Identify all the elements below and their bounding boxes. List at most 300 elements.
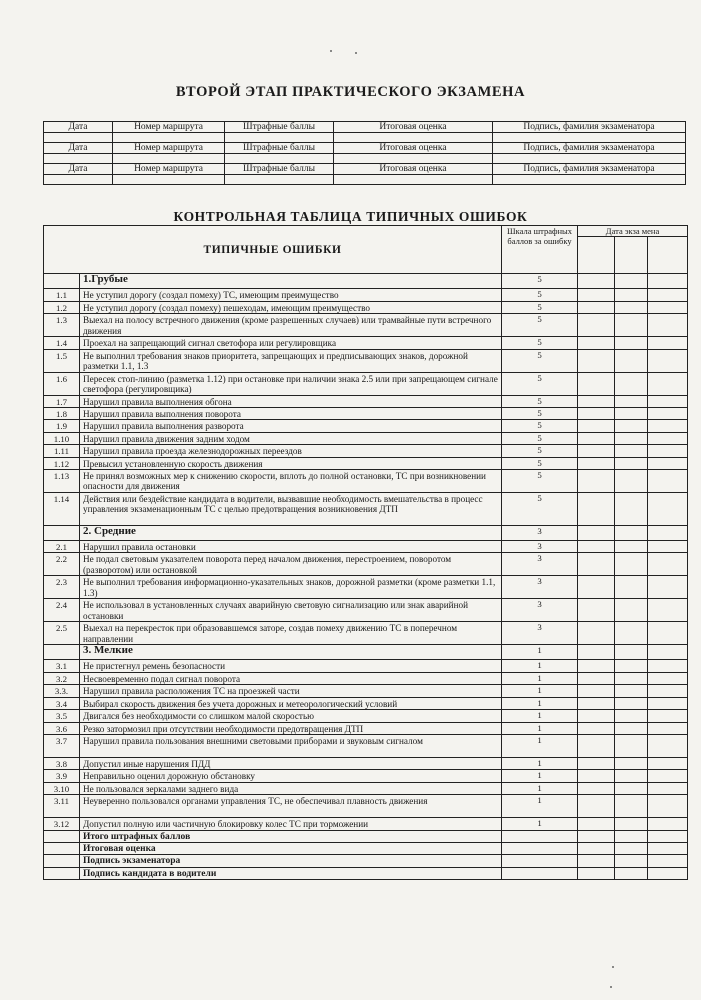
error-description: Не использовал в установленных случаях аварийную световую сигнализацию или знак аварийной остановки bbox=[80, 599, 502, 622]
penalty-points: 5 bbox=[502, 274, 578, 289]
exam-mark-cell[interactable] bbox=[648, 274, 688, 289]
error-row bbox=[44, 710, 688, 722]
summary-label: Итого штрафных баллов bbox=[80, 830, 502, 842]
exam-results-table bbox=[43, 121, 686, 185]
exam-mark-cell[interactable] bbox=[615, 782, 648, 794]
exam-header-cell: Дата bbox=[44, 143, 113, 154]
error-number: 3.2 bbox=[44, 672, 80, 684]
error-row bbox=[44, 722, 688, 734]
exam-mark-cell[interactable] bbox=[615, 314, 648, 337]
error-row bbox=[44, 445, 688, 457]
exam-mark-cell[interactable] bbox=[615, 289, 648, 301]
error-description: Нарушил правила выполнения обгона bbox=[80, 395, 502, 407]
summary-row bbox=[44, 867, 688, 879]
penalty-points: 1 bbox=[502, 710, 578, 722]
penalty-points: 5 bbox=[502, 395, 578, 407]
exam-mark-cell[interactable] bbox=[578, 301, 615, 313]
exam-mark-cell[interactable] bbox=[578, 842, 615, 854]
exam-mark-cell[interactable] bbox=[615, 457, 648, 469]
error-number: 1.8 bbox=[44, 408, 80, 420]
scan-speck bbox=[330, 50, 332, 52]
error-number: 1.12 bbox=[44, 457, 80, 469]
exam-header-cell: Дата bbox=[44, 122, 113, 133]
error-description: Нарушил правила выполнения поворота bbox=[80, 408, 502, 420]
error-description: Не подал световым указателем поворота перед началом движения, перестроением, поворотом (разворотом) или остановкой bbox=[80, 553, 502, 576]
exam-mark-cell[interactable] bbox=[648, 526, 688, 541]
exam-mark-cell[interactable] bbox=[615, 685, 648, 697]
exam-mark-cell[interactable] bbox=[578, 855, 615, 867]
exam-mark-cell[interactable] bbox=[615, 541, 648, 553]
error-category-label: 1.Грубые bbox=[80, 274, 502, 289]
exam-mark-cell[interactable] bbox=[615, 830, 648, 842]
exam-mark-cell[interactable] bbox=[615, 855, 648, 867]
exam-mark-cell[interactable] bbox=[578, 622, 615, 645]
error-description: Не пользовался зеркалами заднего вида bbox=[80, 782, 502, 794]
exam-mark-cell[interactable] bbox=[615, 337, 648, 349]
penalty-points: 5 bbox=[502, 314, 578, 337]
exam-header-row bbox=[44, 122, 686, 133]
exam-date-header: Дата экза мена bbox=[578, 226, 688, 237]
error-number: 2.4 bbox=[44, 599, 80, 622]
error-row bbox=[44, 470, 688, 493]
exam-header-row bbox=[44, 143, 686, 154]
exam-entry-cell[interactable] bbox=[44, 154, 113, 164]
exam-mark-cell[interactable] bbox=[615, 274, 648, 289]
exam-mark-cell[interactable] bbox=[578, 599, 615, 622]
error-row bbox=[44, 818, 688, 830]
error-row bbox=[44, 685, 688, 697]
error-row bbox=[44, 576, 688, 599]
error-description: Нарушил правила выполнения разворота bbox=[80, 420, 502, 432]
error-description: Нарушил правила расположения ТС на проезжей части bbox=[80, 685, 502, 697]
exam-mark-cell[interactable] bbox=[578, 770, 615, 782]
exam-mark-cell[interactable] bbox=[615, 493, 648, 526]
exam-mark-cell[interactable] bbox=[615, 722, 648, 734]
error-number: 1.3 bbox=[44, 314, 80, 337]
exam-mark-cell[interactable] bbox=[578, 445, 615, 457]
penalty-points: 5 bbox=[502, 445, 578, 457]
exam-mark-cell[interactable] bbox=[615, 526, 648, 541]
exam-entry-cell[interactable] bbox=[44, 133, 113, 143]
exam-mark-cell[interactable] bbox=[648, 782, 688, 794]
penalty-points: 5 bbox=[502, 349, 578, 372]
exam-mark-cell[interactable] bbox=[578, 722, 615, 734]
error-row bbox=[44, 395, 688, 407]
penalty-points bbox=[502, 830, 578, 842]
penalty-points: 5 bbox=[502, 301, 578, 313]
error-description: Нарушил правила пользования внешними световыми приборами и звуковым сигналом bbox=[80, 734, 502, 757]
exam-mark-cell[interactable] bbox=[615, 622, 648, 645]
error-description: Пересек стоп-линию (разметка 1.12) при остановке при наличии знака 2.5 или при запрещающем сигнале светофора (регулировщика) bbox=[80, 372, 502, 395]
summary-label: Подпись экзаменатора bbox=[80, 855, 502, 867]
exam-mark-cell[interactable] bbox=[578, 314, 615, 337]
error-number: 3.6 bbox=[44, 722, 80, 734]
exam-mark-cell[interactable] bbox=[615, 757, 648, 769]
error-number: 2.3 bbox=[44, 576, 80, 599]
error-row bbox=[44, 457, 688, 469]
error-number: 1.1 bbox=[44, 289, 80, 301]
exam-mark-cell[interactable] bbox=[648, 337, 688, 349]
error-row bbox=[44, 541, 688, 553]
error-category-label: 2. Средние bbox=[80, 526, 502, 541]
exam-entry-cell[interactable] bbox=[334, 154, 493, 164]
error-number: 3.7 bbox=[44, 734, 80, 757]
penalty-points bbox=[502, 842, 578, 854]
exam-mark-cell[interactable] bbox=[578, 553, 615, 576]
exam-mark-cell[interactable] bbox=[648, 541, 688, 553]
error-number-cell bbox=[44, 645, 80, 660]
error-number: 3.5 bbox=[44, 710, 80, 722]
exam-mark-cell[interactable] bbox=[578, 289, 615, 301]
exam-mark-cell[interactable] bbox=[615, 445, 648, 457]
exam-mark-cell[interactable] bbox=[615, 395, 648, 407]
error-row bbox=[44, 349, 688, 372]
exam-mark-cell[interactable] bbox=[648, 349, 688, 372]
exam-mark-cell[interactable] bbox=[648, 408, 688, 420]
errors-header-row bbox=[44, 226, 688, 237]
exam-header-cell: Номер маршрута bbox=[113, 122, 225, 133]
error-description: Выехал на перекресток при образовавшемся заторе, создав помеху движению ТС в поперечном направлении bbox=[80, 622, 502, 645]
penalty-points: 1 bbox=[502, 770, 578, 782]
error-description: Проехал на запрещающий сигнал светофора или регулировщика bbox=[80, 337, 502, 349]
exam-mark-cell[interactable] bbox=[578, 867, 615, 879]
penalty-points: 5 bbox=[502, 408, 578, 420]
scan-speck bbox=[610, 986, 612, 988]
exam-mark-cell[interactable] bbox=[578, 395, 615, 407]
error-description: Допустил иные нарушения ПДД bbox=[80, 757, 502, 769]
errors-table-title: КОНТРОЛЬНАЯ ТАБЛИЦА ТИПИЧНЫХ ОШИБОК bbox=[173, 209, 528, 224]
error-description: Не выполнил требования информационно-указательных знаков, дорожной разметки (кроме разметки 1.1, 1.3) bbox=[80, 576, 502, 599]
exam-entry-cell[interactable] bbox=[113, 175, 225, 185]
penalty-points: 1 bbox=[502, 818, 578, 830]
error-number-cell bbox=[44, 842, 80, 854]
exam-mark-cell[interactable] bbox=[615, 710, 648, 722]
penalty-points: 1 bbox=[502, 672, 578, 684]
exam-mark-cell[interactable] bbox=[578, 526, 615, 541]
exam-mark-cell[interactable] bbox=[648, 672, 688, 684]
error-row bbox=[44, 553, 688, 576]
error-row bbox=[44, 757, 688, 769]
exam-mark-cell[interactable] bbox=[648, 420, 688, 432]
exam-header-cell: Номер маршрута bbox=[113, 164, 225, 175]
error-category-row bbox=[44, 645, 688, 660]
error-number: 3.11 bbox=[44, 795, 80, 818]
error-row bbox=[44, 599, 688, 622]
exam-entry-cell[interactable] bbox=[334, 133, 493, 143]
penalty-points: 5 bbox=[502, 493, 578, 526]
penalty-points: 1 bbox=[502, 734, 578, 757]
exam-entry-cell[interactable] bbox=[225, 154, 334, 164]
exam-mark-cell[interactable] bbox=[578, 576, 615, 599]
exam-mark-cell[interactable] bbox=[648, 622, 688, 645]
exam-mark-cell[interactable] bbox=[615, 734, 648, 757]
exam-mark-cell[interactable] bbox=[648, 722, 688, 734]
error-number: 3.8 bbox=[44, 757, 80, 769]
exam-mark-cell[interactable] bbox=[648, 301, 688, 313]
exam-mark-cell[interactable] bbox=[578, 782, 615, 794]
exam-mark-cell[interactable] bbox=[615, 795, 648, 818]
exam-header-cell: Штрафные баллы bbox=[225, 122, 334, 133]
penalty-points: 5 bbox=[502, 432, 578, 444]
exam-mark-cell[interactable] bbox=[648, 855, 688, 867]
penalty-points bbox=[502, 867, 578, 879]
error-number: 1.4 bbox=[44, 337, 80, 349]
penalty-points: 3 bbox=[502, 599, 578, 622]
error-description: Не пристегнул ремень безопасности bbox=[80, 660, 502, 672]
exam-mark-cell[interactable] bbox=[648, 867, 688, 879]
exam-mark-cell[interactable] bbox=[578, 660, 615, 672]
exam-mark-cell[interactable] bbox=[578, 710, 615, 722]
exam-mark-cell[interactable] bbox=[578, 645, 615, 660]
penalty-points: 5 bbox=[502, 457, 578, 469]
error-number: 2.5 bbox=[44, 622, 80, 645]
exam-header-cell: Итоговая оценка bbox=[334, 122, 493, 133]
error-description: Резко затормозил при отсутствии необходимости предотвращения ДТП bbox=[80, 722, 502, 734]
error-row bbox=[44, 782, 688, 794]
exam-mark-cell[interactable] bbox=[648, 710, 688, 722]
penalty-points: 3 bbox=[502, 541, 578, 553]
exam-header-cell: Подпись, фамилия экзаменатора bbox=[493, 143, 686, 154]
exam-mark-cell[interactable] bbox=[648, 395, 688, 407]
penalty-points: 1 bbox=[502, 697, 578, 709]
error-row bbox=[44, 672, 688, 684]
penalty-points: 5 bbox=[502, 372, 578, 395]
exam-mark-cell[interactable] bbox=[615, 770, 648, 782]
exam-mark-cell[interactable] bbox=[578, 457, 615, 469]
error-number: 1.2 bbox=[44, 301, 80, 313]
exam-mark-cell[interactable] bbox=[578, 757, 615, 769]
exam-mark-cell[interactable] bbox=[615, 672, 648, 684]
error-number: 2.2 bbox=[44, 553, 80, 576]
exam-mark-cell[interactable] bbox=[648, 830, 688, 842]
error-description: Допустил полную или частичную блокировку колес ТС при торможении bbox=[80, 818, 502, 830]
penalty-points: 1 bbox=[502, 722, 578, 734]
error-description: Выбирал скорость движения без учета дорожных и метеорологический условий bbox=[80, 697, 502, 709]
exam-mark-cell[interactable] bbox=[615, 470, 648, 493]
exam-mark-cell[interactable] bbox=[578, 672, 615, 684]
exam-mark-cell[interactable] bbox=[578, 685, 615, 697]
scan-speck bbox=[612, 966, 614, 968]
error-description: Выехал на полосу встречного движения (кроме разрешенных случаев) или трамвайные пути встречного движения bbox=[80, 314, 502, 337]
error-row bbox=[44, 660, 688, 672]
exam-mark-cell[interactable] bbox=[578, 795, 615, 818]
exam-mark-cell[interactable] bbox=[648, 842, 688, 854]
scan-speck bbox=[355, 52, 357, 54]
exam-mark-cell[interactable] bbox=[648, 697, 688, 709]
penalty-points: 5 bbox=[502, 337, 578, 349]
error-number: 1.5 bbox=[44, 349, 80, 372]
error-row bbox=[44, 372, 688, 395]
penalty-points: 1 bbox=[502, 645, 578, 660]
exam-mark-cell[interactable] bbox=[648, 599, 688, 622]
exam-mark-cell[interactable] bbox=[648, 289, 688, 301]
exam-mark-cell[interactable] bbox=[648, 372, 688, 395]
exam-entry-cell[interactable] bbox=[225, 133, 334, 143]
penalty-points: 1 bbox=[502, 685, 578, 697]
error-number: 3.1 bbox=[44, 660, 80, 672]
error-number: 3.3. bbox=[44, 685, 80, 697]
exam-mark-cell[interactable] bbox=[615, 553, 648, 576]
exam-mark-cell[interactable] bbox=[615, 660, 648, 672]
exam-mark-cell[interactable] bbox=[648, 685, 688, 697]
exam-mark-cell[interactable] bbox=[648, 734, 688, 757]
exam-mark-cell[interactable] bbox=[578, 420, 615, 432]
exam-header-cell: Дата bbox=[44, 164, 113, 175]
exam-mark-cell[interactable] bbox=[578, 470, 615, 493]
exam-header-cell: Штрафные баллы bbox=[225, 164, 334, 175]
exam-mark-cell[interactable] bbox=[615, 420, 648, 432]
exam-mark-cell[interactable] bbox=[578, 830, 615, 842]
exam-entry-cell[interactable] bbox=[493, 154, 686, 164]
exam-mark-cell[interactable] bbox=[615, 372, 648, 395]
exam-mark-cell[interactable] bbox=[578, 541, 615, 553]
exam-mark-cell[interactable] bbox=[578, 408, 615, 420]
exam-mark-cell[interactable] bbox=[615, 349, 648, 372]
error-row bbox=[44, 734, 688, 757]
error-category-label: 3. Мелкие bbox=[80, 645, 502, 660]
error-number: 3.4 bbox=[44, 697, 80, 709]
error-row bbox=[44, 420, 688, 432]
summary-row bbox=[44, 855, 688, 867]
error-description: Нарушил правила проезда железнодорожных переездов bbox=[80, 445, 502, 457]
exam-mark-cell[interactable] bbox=[578, 372, 615, 395]
exam-header-cell: Штрафные баллы bbox=[225, 143, 334, 154]
error-number: 2.1 bbox=[44, 541, 80, 553]
penalty-points: 3 bbox=[502, 553, 578, 576]
exam-mark-cell[interactable] bbox=[648, 470, 688, 493]
exam-header-cell: Подпись, фамилия экзаменатора bbox=[493, 122, 686, 133]
exam-mark-cell[interactable] bbox=[648, 493, 688, 526]
exam-header-cell: Итоговая оценка bbox=[334, 164, 493, 175]
error-description: Не уступил дорогу (создал помеху) пешеходам, имеющим преимущество bbox=[80, 301, 502, 313]
exam-mark-cell[interactable] bbox=[648, 645, 688, 660]
exam-header-cell: Подпись, фамилия экзаменатора bbox=[493, 164, 686, 175]
error-number: 1.13 bbox=[44, 470, 80, 493]
error-row bbox=[44, 432, 688, 444]
typical-errors-table bbox=[43, 225, 688, 880]
exam-mark-cell[interactable] bbox=[578, 432, 615, 444]
exam-mark-cell[interactable] bbox=[578, 349, 615, 372]
exam-mark-cell[interactable] bbox=[578, 274, 615, 289]
typical-errors-header: ТИПИЧНЫЕ ОШИБКИ bbox=[44, 226, 502, 274]
exam-mark-cell[interactable] bbox=[615, 842, 648, 854]
error-row bbox=[44, 697, 688, 709]
exam-header-cell: Номер маршрута bbox=[113, 143, 225, 154]
error-number: 1.7 bbox=[44, 395, 80, 407]
error-row bbox=[44, 314, 688, 337]
exam-mark-cell[interactable] bbox=[615, 301, 648, 313]
penalty-points: 1 bbox=[502, 757, 578, 769]
error-description: Нарушил правила остановки bbox=[80, 541, 502, 553]
exam-mark-cell[interactable] bbox=[615, 818, 648, 830]
error-number: 1.9 bbox=[44, 420, 80, 432]
exam-mark-cell[interactable] bbox=[615, 867, 648, 879]
error-row bbox=[44, 493, 688, 526]
exam-mark-cell[interactable] bbox=[578, 818, 615, 830]
exam-mark-cell[interactable] bbox=[648, 576, 688, 599]
error-row bbox=[44, 622, 688, 645]
exam-mark-cell[interactable] bbox=[648, 818, 688, 830]
exam-date-cell bbox=[648, 237, 688, 274]
exam-entry-row bbox=[44, 133, 686, 143]
exam-header-row bbox=[44, 164, 686, 175]
error-description: Несвоевременно подал сигнал поворота bbox=[80, 672, 502, 684]
error-number-cell bbox=[44, 274, 80, 289]
exam-entry-cell[interactable] bbox=[225, 175, 334, 185]
penalty-points: 1 bbox=[502, 660, 578, 672]
exam-mark-cell[interactable] bbox=[648, 553, 688, 576]
exam-mark-cell[interactable] bbox=[578, 493, 615, 526]
exam-mark-cell[interactable] bbox=[648, 770, 688, 782]
error-number: 1.14 bbox=[44, 493, 80, 526]
exam-entry-cell[interactable] bbox=[44, 175, 113, 185]
penalty-points: 5 bbox=[502, 420, 578, 432]
exam-entry-cell[interactable] bbox=[493, 133, 686, 143]
error-row bbox=[44, 408, 688, 420]
penalty-scale-header: Шкала штрафных баллов за ошибку bbox=[502, 226, 578, 274]
exam-mark-cell[interactable] bbox=[648, 757, 688, 769]
page-title: ВТОРОЙ ЭТАП ПРАКТИЧЕСКОГО ЭКЗАМЕНА bbox=[175, 84, 526, 100]
error-number: 3.10 bbox=[44, 782, 80, 794]
exam-mark-cell[interactable] bbox=[615, 576, 648, 599]
exam-mark-cell[interactable] bbox=[578, 697, 615, 709]
exam-entry-row bbox=[44, 175, 686, 185]
exam-mark-cell[interactable] bbox=[648, 432, 688, 444]
error-row bbox=[44, 795, 688, 818]
error-number: 3.12 bbox=[44, 818, 80, 830]
penalty-points: 3 bbox=[502, 576, 578, 599]
exam-mark-cell[interactable] bbox=[648, 445, 688, 457]
error-row bbox=[44, 337, 688, 349]
error-category-row bbox=[44, 274, 688, 289]
error-description: Не принял возможных мер к снижению скорости, вплоть до полной остановки, ТС при возникновении опасности для движения bbox=[80, 470, 502, 493]
exam-mark-cell[interactable] bbox=[615, 408, 648, 420]
exam-mark-cell[interactable] bbox=[648, 457, 688, 469]
penalty-points: 3 bbox=[502, 526, 578, 541]
exam-entry-row bbox=[44, 154, 686, 164]
exam-mark-cell[interactable] bbox=[615, 432, 648, 444]
exam-mark-cell[interactable] bbox=[648, 314, 688, 337]
exam-entry-cell[interactable] bbox=[334, 175, 493, 185]
penalty-points bbox=[502, 855, 578, 867]
error-description: Неправильно оценил дорожную обстановку bbox=[80, 770, 502, 782]
summary-label: Подпись кандидата в водители bbox=[80, 867, 502, 879]
penalty-points: 3 bbox=[502, 622, 578, 645]
exam-mark-cell[interactable] bbox=[615, 599, 648, 622]
error-number-cell bbox=[44, 830, 80, 842]
error-number-cell bbox=[44, 855, 80, 867]
exam-entry-cell[interactable] bbox=[493, 175, 686, 185]
penalty-points: 5 bbox=[502, 470, 578, 493]
exam-mark-cell[interactable] bbox=[615, 697, 648, 709]
error-description: Не выполнил требования знаков приоритета, запрещающих и предписывающих знаков, дорожной разметки 1.1, 1.3 bbox=[80, 349, 502, 372]
error-category-row bbox=[44, 526, 688, 541]
error-description: Не уступил дорогу (создал помеху) ТС, имеющим преимущество bbox=[80, 289, 502, 301]
error-number-cell bbox=[44, 526, 80, 541]
exam-header-cell: Итоговая оценка bbox=[334, 143, 493, 154]
exam-mark-cell[interactable] bbox=[578, 337, 615, 349]
exam-date-cell bbox=[578, 237, 615, 274]
exam-entry-cell[interactable] bbox=[113, 133, 225, 143]
exam-mark-cell[interactable] bbox=[615, 645, 648, 660]
error-number: 1.11 bbox=[44, 445, 80, 457]
summary-row bbox=[44, 830, 688, 842]
error-description: Превысил установленную скорость движения bbox=[80, 457, 502, 469]
exam-mark-cell[interactable] bbox=[578, 734, 615, 757]
exam-mark-cell[interactable] bbox=[648, 660, 688, 672]
exam-mark-cell[interactable] bbox=[648, 795, 688, 818]
exam-entry-cell[interactable] bbox=[113, 154, 225, 164]
